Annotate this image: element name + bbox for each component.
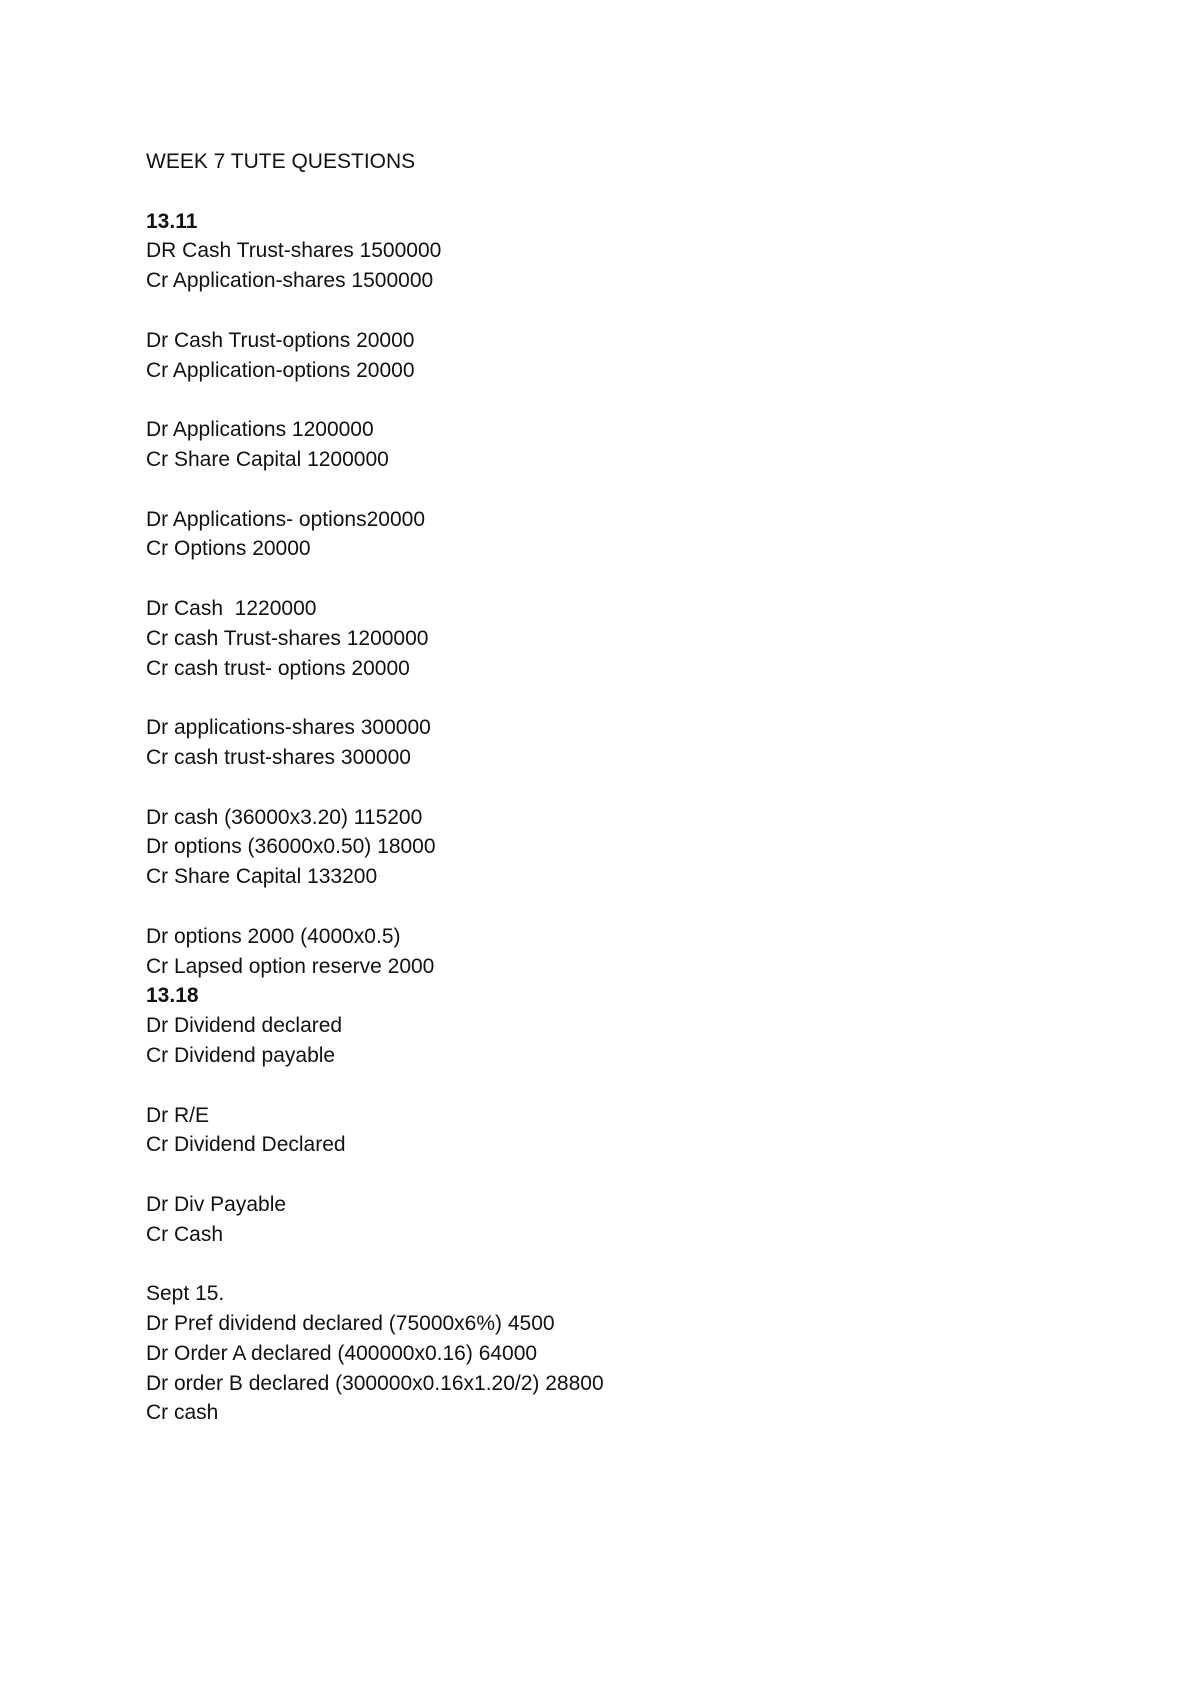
journal-entry [146,326,1046,386]
entry-line: Dr Div Payable [146,1192,287,1216]
entry-line: Cr cash trust-shares 300000 [146,745,411,769]
entry-line: Cr Dividend payable [146,1043,336,1067]
entry-line: DR Cash Trust-shares 1500000 [146,239,442,263]
entry-line: Cr Cash [146,1222,224,1246]
entry-line: Cr cash trust- options 20000 [146,656,410,680]
entry-line: Dr R/E [146,1103,209,1127]
entry-line: Dr Dividend declared [146,1014,343,1038]
entry-line: Dr options 2000 (4000x0.5) [146,924,401,948]
entry-line: Dr Pref dividend declared (75000x6%) 4500 [146,1312,555,1336]
journal-entry [146,1279,1046,1428]
entry-line: Cr Options 20000 [146,537,311,561]
entry-line: Cr cash [146,1401,219,1425]
entry-line: Dr cash (36000x3.20) 115200 [146,805,423,829]
journal-entry [146,415,1046,475]
entry-line: Cr Application-options 20000 [146,358,415,382]
entry-line: Cr Application-shares 1500000 [146,269,434,293]
journal-entry [146,236,1046,296]
journal-entry [146,1190,1046,1250]
journal-entry [146,713,1046,773]
entry-line: Dr Cash 1220000 [146,596,317,620]
journal-entry [146,1101,1046,1161]
document-title: WEEK 7 TUTE QUESTIONS [146,150,416,173]
entry-line: Cr Lapsed option reserve 2000 [146,954,435,978]
entry-line: Dr Applications 1200000 [146,418,374,442]
section-heading: 13.18 [146,984,199,1008]
section-heading: 13.11 [146,209,198,233]
section-13-18 [146,981,1046,1428]
entry-line: Dr Order A declared (400000x0.16) 64000 [146,1341,538,1365]
entry-line: Cr cash Trust-shares 1200000 [146,626,429,650]
entry-line: Dr order B declared (300000x0.16x1.20/2) 28800 [146,1371,604,1395]
journal-entry [146,505,1046,565]
journal-entry [146,803,1046,892]
entry-line: Dr Cash Trust-options 20000 [146,328,415,352]
entry-line: Cr Share Capital 133200 [146,865,378,889]
entry-date: Sept 15. [146,1282,225,1306]
journal-entry [146,594,1046,683]
section-13-11 [146,207,1046,982]
entry-line: Dr applications-shares 300000 [146,716,431,740]
journal-entry [146,922,1046,982]
entry-line: Dr options (36000x0.50) 18000 [146,835,436,859]
entry-line: Dr Applications- options20000 [146,507,426,531]
document-content [146,147,1046,1428]
journal-entry [146,1011,1046,1071]
entry-line: Cr Share Capital 1200000 [146,447,389,471]
entry-line: Cr Dividend Declared [146,1133,346,1157]
